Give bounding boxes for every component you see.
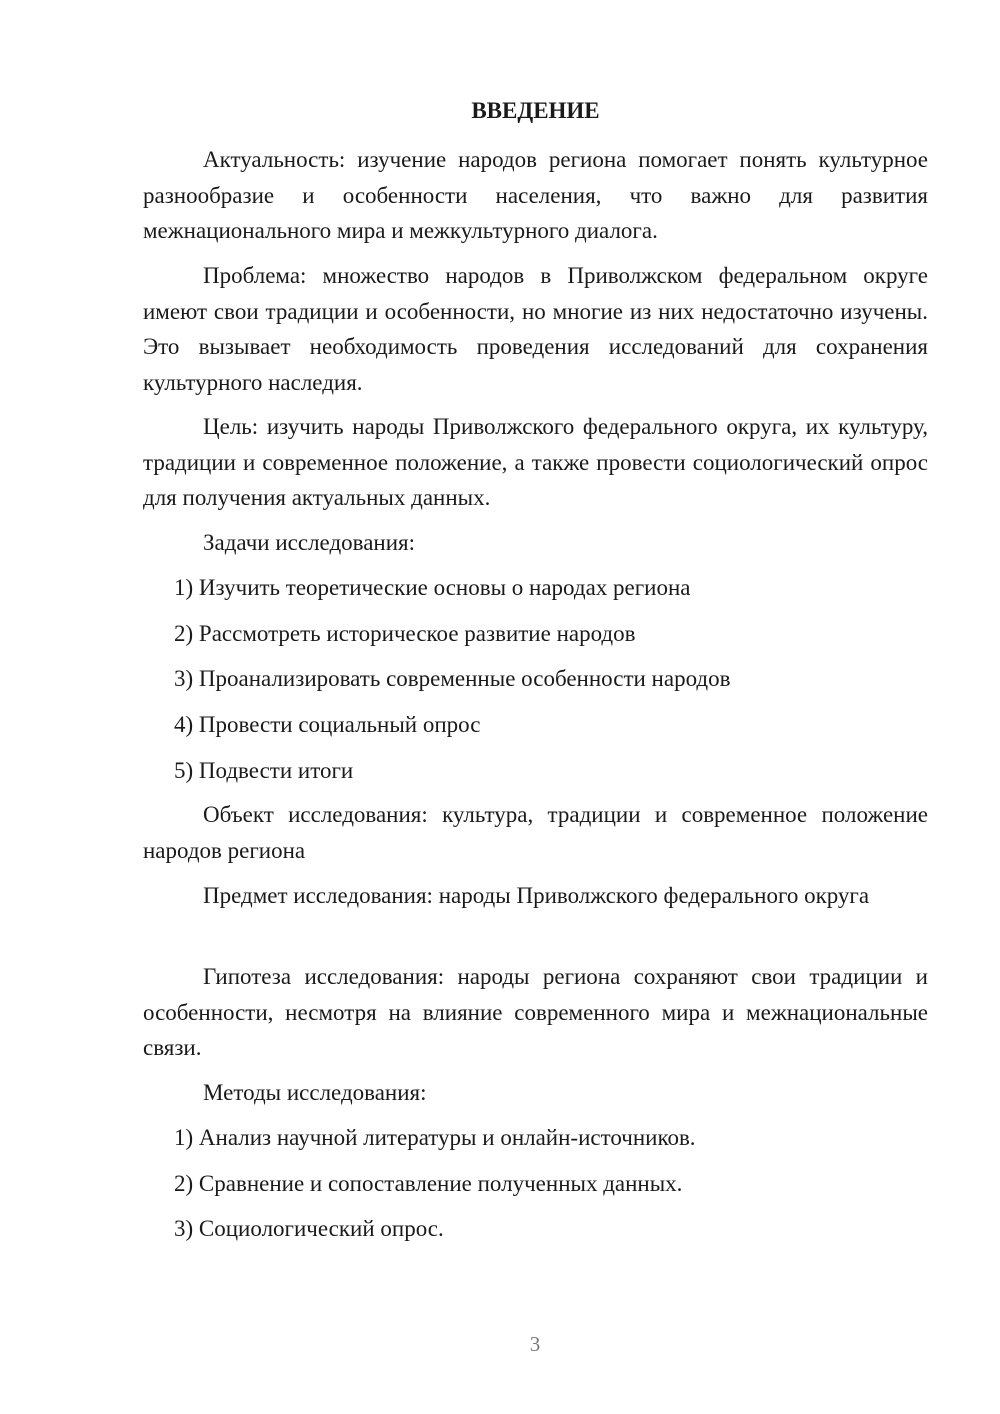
tasks-heading: Задачи исследования:: [203, 530, 416, 555]
subject-paragraph: Предмет исследования: народы Приволжского федерального округа: [203, 883, 870, 908]
problem-paragraph: Проблема: множество народов в Приволжском федеральном округе имеют свои традиции и особенности, но многие из них недостаточно изучены. Это вызывает необходимость проведения исследований для сохранения культурного наследия.: [143, 263, 928, 395]
goal-paragraph: Цель: изучить народы Приволжского федерального округа, их культуру, традиции и современное положение, а также провести социологический опрос для получения актуальных данных.: [143, 414, 928, 510]
methods-heading: Методы исследования:: [203, 1080, 427, 1105]
task-item: 2) Рассмотреть историческое развитие народов: [174, 621, 636, 646]
relevance-paragraph: Актуальность: изучение народов региона помогает понять культурное разнообразие и особенности населения, что важно для развития межнационального мира и межкультурного диалога.: [143, 147, 928, 243]
hypothesis-paragraph: Гипотеза исследования: народы региона сохраняют свои традиции и особенности, несмотря на влияние современного мира и межнациональные связи.: [143, 964, 928, 1060]
task-item: 3) Проанализировать современные особенности народов: [174, 666, 731, 691]
task-item: 5) Подвести итоги: [174, 758, 354, 783]
task-item: 4) Провести социальный опрос: [174, 712, 481, 737]
object-paragraph: Объект исследования: культура, традиции и современное положение народов региона: [143, 802, 928, 863]
method-item: 3) Социологический опрос.: [174, 1216, 444, 1241]
method-item: 2) Сравнение и сопоставление полученных данных.: [174, 1171, 683, 1196]
method-item: 1) Анализ научной литературы и онлайн-источников.: [174, 1125, 696, 1150]
section-title: ВВЕДЕНИЕ: [471, 98, 600, 123]
page-number: 3: [529, 1332, 541, 1356]
task-item: 1) Изучить теоретические основы о народах региона: [174, 575, 691, 600]
